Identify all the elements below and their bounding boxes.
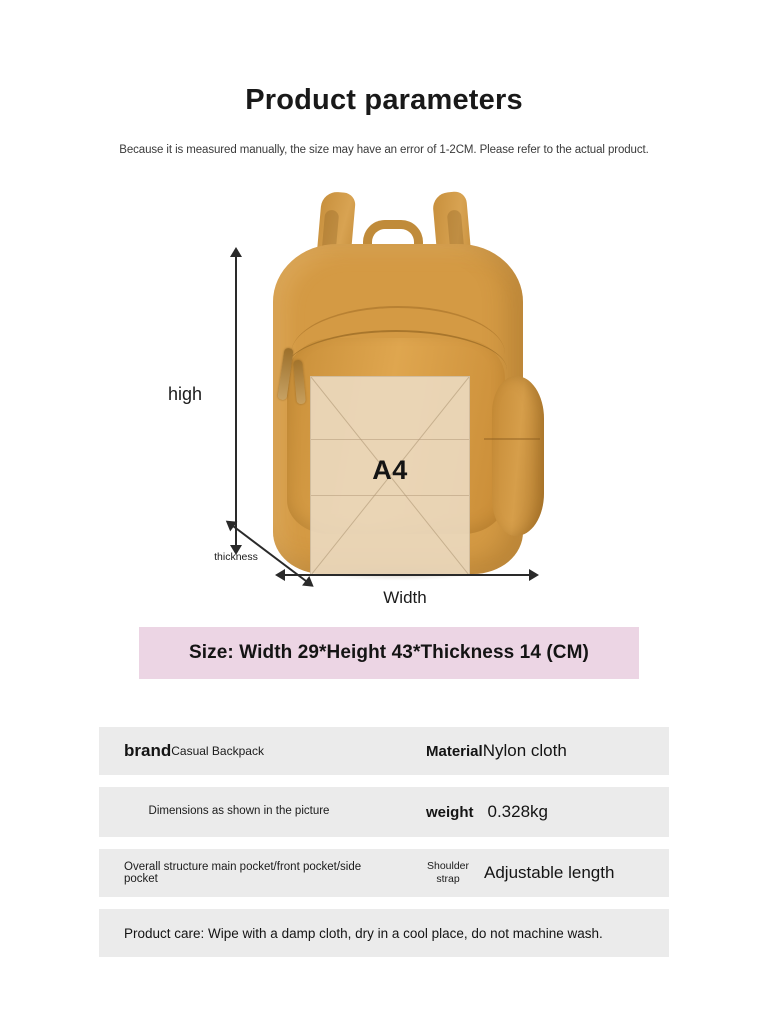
measurement-disclaimer: Because it is measured manually, the size may have an error of 1-2CM. Please refer to the actual product. xyxy=(119,144,649,156)
size-banner xyxy=(139,627,639,679)
width-label: Width xyxy=(383,588,427,607)
side-pocket-seam xyxy=(484,438,540,440)
a4-seam-lower xyxy=(311,495,469,496)
table-row xyxy=(99,727,669,775)
page-title: Product parameters xyxy=(245,84,523,116)
width-dimension-arrow xyxy=(284,574,530,576)
a4-label: A4 xyxy=(372,455,408,485)
spec-key-weight: weight xyxy=(426,803,474,821)
spec-cell-structure xyxy=(99,861,384,885)
side-pocket xyxy=(492,376,544,536)
spec-cell-brand xyxy=(99,741,384,761)
table-row xyxy=(99,849,669,897)
spec-cell-weight xyxy=(384,802,669,822)
size-banner-text: Size: Width 29*Height 43*Thickness 14 (CM) xyxy=(189,642,589,663)
spec-key-brand: brand xyxy=(124,741,172,760)
spec-value-weight: 0.328kg xyxy=(487,802,548,821)
spec-value-material: Nylon cloth xyxy=(482,741,567,760)
table-row xyxy=(99,909,669,957)
thickness-label: thickness xyxy=(214,551,258,563)
product-dimension-figure xyxy=(0,180,768,620)
a4-seam-upper xyxy=(311,439,469,440)
spec-cell-shoulder-strap xyxy=(384,860,669,886)
product-care-text: Product care: Wipe with a damp cloth, dry in a cool place, do not machine wash. xyxy=(124,925,603,941)
spec-key-structure: Overall structure main pocket/front pocket/side pocket xyxy=(124,861,362,885)
height-label: high xyxy=(167,384,203,404)
table-row xyxy=(99,787,669,837)
spec-key-shoulder-strap: Shoulder strap xyxy=(426,859,470,885)
specification-table xyxy=(99,727,669,969)
height-dimension-arrow xyxy=(235,256,237,546)
spec-key-material: Material xyxy=(426,742,483,760)
spec-cell-material xyxy=(384,741,669,761)
spec-cell-dimensions xyxy=(99,804,384,820)
spec-value-brand: Casual Backpack xyxy=(171,744,264,758)
spec-key-dimensions: Dimensions as shown in the picture xyxy=(148,805,330,818)
spec-value-shoulder-strap: Adjustable length xyxy=(484,863,615,882)
a4-paper-overlay xyxy=(310,376,470,576)
